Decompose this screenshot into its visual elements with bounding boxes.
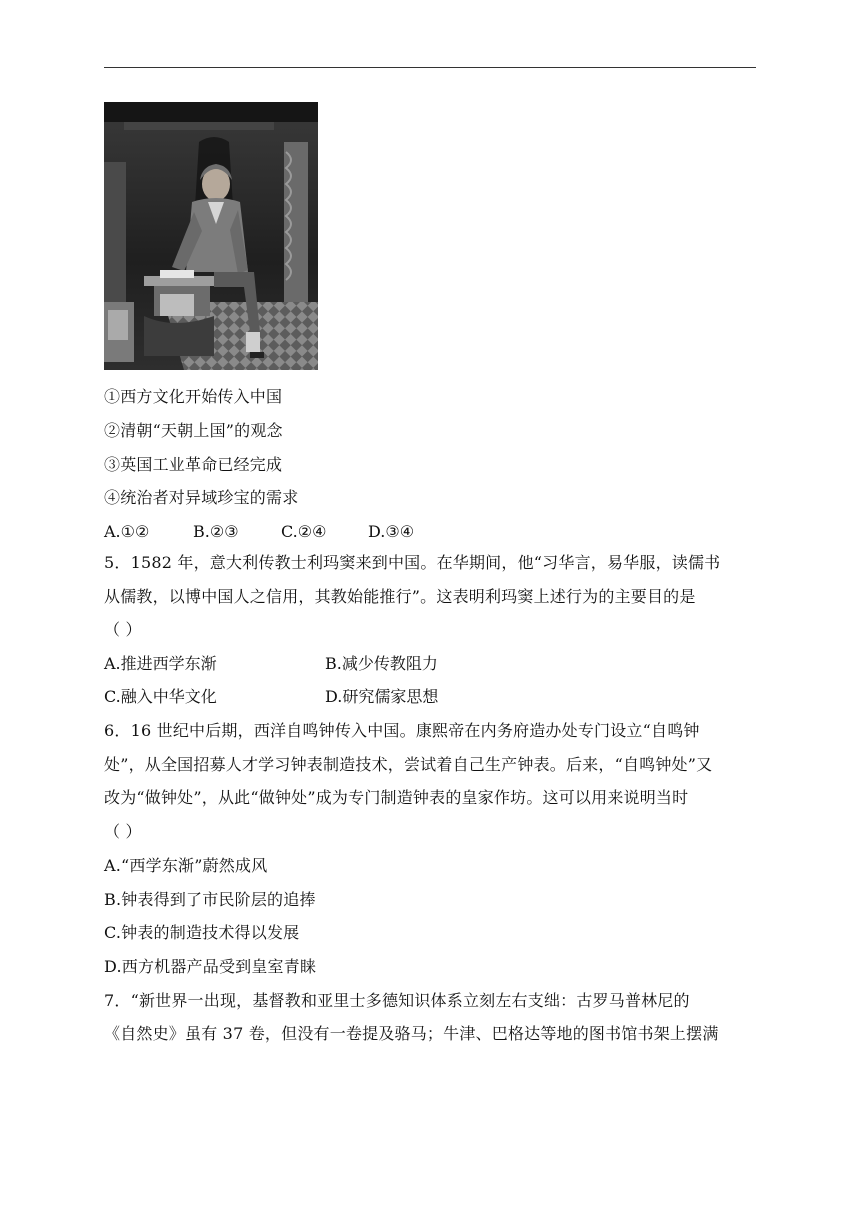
q6-line-1: 6．16 世纪中后期，西洋自鸣钟传入中国。康熙帝在内务府造办处专门设立“自鸣钟	[104, 721, 700, 740]
q5-option-d[interactable]: D.研究儒家思想	[325, 687, 439, 706]
q4-option-a[interactable]: A.①②	[104, 522, 150, 541]
q6-option-c[interactable]: C.钟表的制造技术得以发展	[104, 923, 300, 942]
q7-line-2: 《自然史》虽有 37 卷，但没有一卷提及骆马；牛津、巴格达等地的图书馆书架上摆满	[104, 1024, 719, 1043]
q6-option-b[interactable]: B.钟表得到了市民阶层的追捧	[104, 890, 316, 909]
q7-line-1: 7．“新世界一出现，基督教和亚里士多德知识体系立刻左右支绌：古罗马普林尼的	[104, 991, 690, 1010]
q5-option-c[interactable]: C.融入中华文化	[104, 687, 217, 706]
q6-line-2: 处”，从全国招募人才学习钟表制造技术，尝试着自己生产钟表。后来，“自鸣钟处”又	[104, 755, 713, 774]
photo-illustration	[104, 102, 318, 370]
q4-option-c[interactable]: C.②④	[281, 522, 327, 541]
statement-2: ②清朝“天朝上国”的观念	[104, 421, 283, 440]
q4-option-d[interactable]: D.③④	[368, 522, 415, 541]
q4-option-b[interactable]: B.②③	[193, 522, 239, 541]
q5-line-3: （ ）	[104, 620, 142, 639]
statement-4: ④统治者对异域珍宝的需求	[104, 488, 299, 507]
header-rule	[104, 67, 756, 68]
q5-line-1: 5．1582 年，意大利传教士利玛窦来到中国。在华期间，他“习华言，易华服，读儒书	[104, 553, 721, 572]
q6-option-d[interactable]: D.西方机器产品受到皇室青睐	[104, 957, 317, 976]
figure-photo	[104, 102, 318, 370]
statement-3: ③英国工业革命已经完成	[104, 455, 283, 474]
q6-line-3: 改为“做钟处”，从此“做钟处”成为专门制造钟表的皇家作坊。这可以用来说明当时	[104, 788, 689, 807]
q6-line-4: （ ）	[104, 822, 142, 841]
q5-option-a[interactable]: A.推进西学东渐	[104, 654, 217, 673]
q6-option-a[interactable]: A.“西学东渐”蔚然成风	[104, 856, 268, 875]
q5-option-b[interactable]: B.减少传教阻力	[325, 654, 438, 673]
q5-line-2: 从儒教，以博中国人之信用，其教始能推行”。这表明利玛窦上述行为的主要目的是	[104, 587, 696, 606]
statement-1: ①西方文化开始传入中国	[104, 387, 283, 406]
